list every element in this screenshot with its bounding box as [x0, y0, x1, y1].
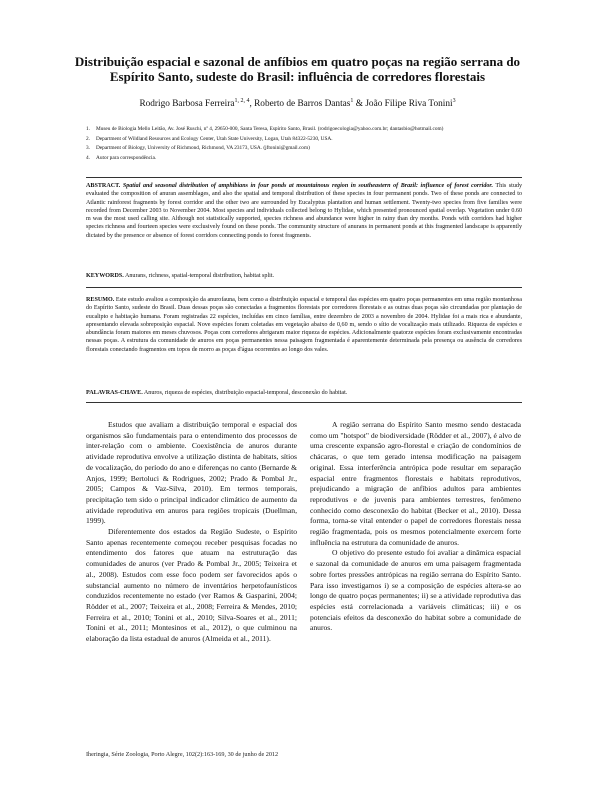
affiliation-number: 3. — [86, 145, 90, 152]
body-column-right — [310, 420, 521, 634]
keywords-label: PALAVRAS-CHAVE. — [86, 390, 143, 396]
author-affil-ref: 3 — [452, 98, 456, 104]
abstract-label: ABSTRACT. — [86, 183, 121, 189]
abstract-title: Spatial and seasonal distribution of amphibians in four ponds at mountainous region in southeastern of Brazil: influence of forest corridor. — [122, 183, 493, 189]
affiliation-item — [86, 135, 536, 145]
affiliation-number: 4. — [86, 154, 90, 161]
journal-footer: Iheringia, Série Zoologia, Porto Alegre, 102(2):163-169, 30 de junho de 2012 — [86, 751, 279, 758]
divider — [86, 177, 522, 178]
body-paragraph: Estudos que avaliam a distribuição temporal e espacial dos organismos são fundamentais para o entendimento dos processos de inter-relação com o ambiente. Coexistência de anuros durante atividade reprodutiva envolve a utilização distinta de habitats, sítios de vocalização, do período do ano e diferenças no canto (Bernarde & Anjos, 1999; Bertoluci & Rodrigues, 2002; Prado & Pombal Jr., 2005; Campos & Vaz-Silva, 2010). Em termos temporais, precipitação tem sido o principal indicador climático de aumento da atividade reprodutiva em anuros para regiões tropicais (Duellman, 1999). — [86, 420, 297, 526]
body-column-left — [86, 420, 297, 645]
resumo-label: RESUMO. — [86, 297, 115, 303]
affiliation-number: 2. — [86, 135, 90, 142]
resumo-portuguese — [86, 296, 522, 354]
affiliation-item — [86, 154, 536, 164]
divider — [86, 287, 522, 288]
affiliation-item — [86, 144, 536, 154]
author-affil-ref: 1, 2, 4 — [234, 98, 250, 104]
author-name: João Filipe Riva Tonini — [365, 99, 453, 110]
affiliation-number: 1. — [86, 126, 90, 132]
affiliation-text: Autor para correspondência. — [96, 154, 157, 161]
author-separator: & — [353, 99, 366, 110]
affiliation-text: Department of Biology, University of Richmond, Richmond, VA 23173, USA. (jftonini@gmail.com) — [96, 145, 310, 152]
keywords-text: Anuros, riqueza de espécies, distribuição espacial-temporal, desconexão do habitat. — [143, 390, 348, 396]
keywords-english — [86, 272, 522, 280]
author-affil-ref: 1 — [350, 98, 354, 104]
affiliation-item — [86, 125, 536, 135]
author-name: Rodrigo Barbosa Ferreira — [139, 99, 235, 110]
author-line — [60, 98, 535, 109]
affiliation-text: Department of Wildland Resources and Ecology Center, Utah State University, Logan, Utah 84322-5230, USA. — [96, 135, 333, 142]
divider — [86, 402, 522, 403]
keywords-label: KEYWORDS. — [86, 273, 124, 279]
article-title: Distribuição espacial e sazonal de anfíbios em quatro poças na região serrana do Espírito Santo, sudeste do Brasil: influência de corredores florestais — [74, 54, 521, 84]
keywords-text: Anurans, richness, spatial-temporal distribution, habitat split. — [124, 273, 275, 279]
abstract-text: This study evaluated the composition of anuran assemblages, and also the spatial and temporal distribution of these species in four permanent ponds. Two of these ponds are connected to Atlantic rainforest fragments by forest corridor and the other two are surrounded by Eucalyptus plantation and human settlement. Twenty-two species from five families were recorded from December 2003 to November 2004. Most species and individuals collected belong to Hylidae, which presented pronounced spatial overlap. Vegetation under 0.60 m was the most used calling site. Although not statistically supported, species richness and abundance were higher in rainy than dry months. Ponds with corridors had higher species richness and fourteen species were exclusively found on these ponds. The community structure of anurans in permanent ponds at this fragmented landscape is apparently dictated by the presence or absence of forest corridors connecting ponds to forest fragments. — [86, 183, 523, 239]
author-separator: , — [249, 99, 255, 110]
abstract-english — [86, 182, 522, 240]
body-paragraph: Diferentemente dos estados da Região Sudeste, o Espírito Santo apenas recentemente começou receber pesquisas focadas no entendimento dos fatores que atuam na estruturação das comunidades de anuros (ver Prado & Pombal Jr., 2005; Teixeira et al., 2008). Estudos com esse foco podem ser favorecidos após o substancial aumento no número de inventários herpetofaunísticos conduzidos recentemente no estado (ver Ramos & Gasparini, 2004; Rödder et al., 2007; Teixeira et al., 2008; Ferreira & Mendes, 2010; Ferreira et al., 2010; Tonini et al., 2010; Silva-Soares et al., 2011; Tonini et al., 2011; Montesinos et al., 2012), o que culminou na elaboração da lista estadual de anuros (Almeida et al., 2011). — [86, 527, 297, 644]
affiliation-text: Museu de Biologia Mello Leitão, Av. José Ruschi, nº 4, 29650-000, Santa Teresa, Espírito Santo, Brasil. (rodrigoecologia@yahoo.com.br; dantasbio@hotmail.com) — [96, 126, 444, 132]
affiliations — [86, 125, 536, 163]
resumo-text: Este estudo avaliou a composição da anurofauna, bem como a distribuição espacial e temporal das espécies em quatro poças permanentes em uma região montanhosa do Espírito Santo, sudeste do Brasil. Duas dessas poças são conectadas a fragmentos florestais por corredores florestais e as outras duas poças são circundadas por plantação de eucalipto e habitação humana. Foram registradas 22 espécies, incluídas em cinco famílias, entre dezembro de 2003 a novembro de 2004. Hylidae foi a mais rica e abundante, apresentando elevada sobreposição espacial. Nove espécies foram coletadas em vegetação abaixo de 0,60 m, sendo o sítio de vocalização mais utilizado. Riqueza de espécies e abundância foram maiores em meses chuvosos. Poças com corredores abrigaram maior riqueza de espécies. Adicionalmente quatorze espécies foram exclusivamente encontradas nessas poças. A estrutura da comunidade de anuros em poças permanentes nessa paisagem fragmentada é aparentemente determinada pela presença ou ausência de corredores florestais conectando fragmentos em topos de morro as poças d'água ocorrentes ao longo dos vales. — [86, 297, 523, 353]
body-paragraph: A região serrana do Espírito Santo mesmo sendo destacada como um "hotspot" de biodiversidade (Rödder et al., 2007), é alvo de uma crescente expansão agro-florestal e criação de condomínios de chácaras, o que tem gerado intensa modificação na paisagem original. Essa interferência antrópica pode resultar em separação espacial entre fragmentos florestais e habitats reprodutivos, prejudicando a migração de anfíbios adultos para ambientes reprodutivos e de juvenis para ambientes terrestres, fenômeno conhecido como desconexão do habitat (Becker et al., 2010). Dessa forma, torna-se vital entender o papel de corredores florestais nessa região fragmentada, pois os mesmos potencialmente exercem forte influência na estrutura da comunidade de anuros. — [310, 420, 521, 547]
keywords-portuguese — [86, 389, 522, 397]
author-name: Roberto de Barros Dantas — [254, 99, 351, 110]
body-paragraph: O objetivo do presente estudo foi avaliar a dinâmica espacial e sazonal da comunidade de anuros em uma paisagem fragmentada sobre fortes pressões antrópicas na região serrana do Espírito Santo. Para isso investigamos i) se a composição de espécies altera-se ao longo de quatro poças permanentes; ii) se a atividade reprodutiva das espécies está correlacionada a variáveis climáticas; iii) e os potenciais efeitos da desconexão do habitat sobre a comunidade de anuros. — [310, 548, 521, 633]
